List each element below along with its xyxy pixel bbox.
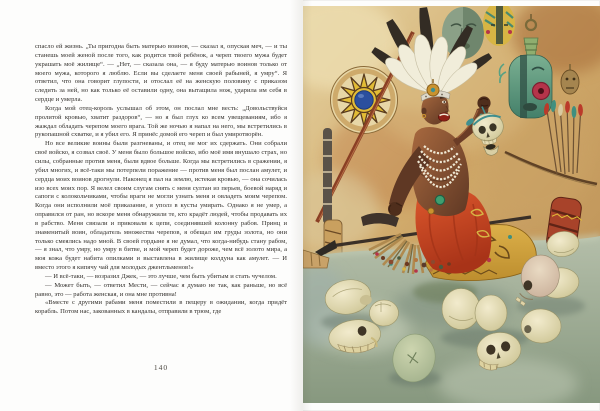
illustration xyxy=(303,6,600,403)
paragraph: спасло ей жизнь. „Ты пригодна быть матерью воинов, — сказал я, опуская меч, — и ты станешь моей женой после того, как родится твой ребёнок, а череп твоего мужа будет украшать моё жилище“. — „Нет, — сказала она, — я буду матерью воинов только от моего мужа, которого я люблю. Если вы сделаете меня своей рабыней, я умру“. Я ответил, что она говорит глупости, и отослал её на женскую половину с приказом следить за ней, но как только её оставили одну, она вытащила нож, ударила им себя в сердце и умерла. xyxy=(35,43,287,104)
sun-shield xyxy=(331,67,398,134)
paragraph: Когда мой отец-король услышал об этом, он послал мне весть: „Довольствуйся пролитой кровью, хватит раздоров“, — но я был глух ко всем увещеваниям, ибо я жаждал обладать черепом моего врага. Той же ночью я напал на него, мы встретились в рукопашной схватке, и я убил его. Я принёс домой его череп и был умиротворён. xyxy=(35,104,287,139)
paragraph: — И всё-таки, — возразил Джек, — это лучше, чем быть убитым и стать чучелом. xyxy=(45,272,277,280)
paragraph: — Может быть, — ответил Мести, — сейчас я думаю не так, как раньше, но всё равно, это — работа женская, и она мне противна! xyxy=(35,281,287,298)
text-block xyxy=(35,43,287,317)
skull xyxy=(442,289,480,330)
page-number: 140 xyxy=(153,363,169,372)
green-medallion xyxy=(435,195,444,204)
right-page xyxy=(303,6,600,403)
paragraph: Но все великие воины были разгневаны, и отец не мог их сдержать. Они собрали своё войско, я созвал своё. У меня было большое войско, ибо моё имя внушало страх, но силы, собранные против меня, были вдвое больше. Когда мы встретились в сражении, я убил многих, и всё-таки мы потерпели поражение — против меня был послан амулет, и сердца моих воинов дрогнули. Наконец я пал на землю, истекая кровью, — она сочилась изо всех моих пор. Я велел своим слугам снять с меня султан из перьев, боевой наряд и сапоги с колокольчиками, чтобы враги не могли узнать меня и овладеть моим черепом. Когда они исполнили моё приказание, я уполз в кусты умирать. Однако я не умер, а оправился от ран, но вскоре меня обнаружили те, кто крадёт людей, чтобы продавать их в рабство. Меня связали и приковали к цепи, соединявшей колонну рабов. Принц и знаменитый воин, обладатель множества черепов, я обещал им груды золота, но они только смеялись надо мной. В своей гордыне я не думал, что когда-нибудь стану рабом, — я знал, что умру, но умру в битве, и мой череп будет дороже, чем всё золото мира, а моя кожа будет набита опилками и выставлена в жилище колдуна как амулет. — И вместо этого я кипячу чай для молодых джентльменов!» xyxy=(35,140,287,272)
skull xyxy=(475,295,507,331)
skull xyxy=(370,300,399,326)
gold-amulet xyxy=(428,208,434,214)
paragraph: «Вместе с другими рабами меня поместили в пещеру в ожидании, когда придёт корабль. Потом нас, закованных в кандалы, отправили в трюм, где xyxy=(35,299,287,316)
